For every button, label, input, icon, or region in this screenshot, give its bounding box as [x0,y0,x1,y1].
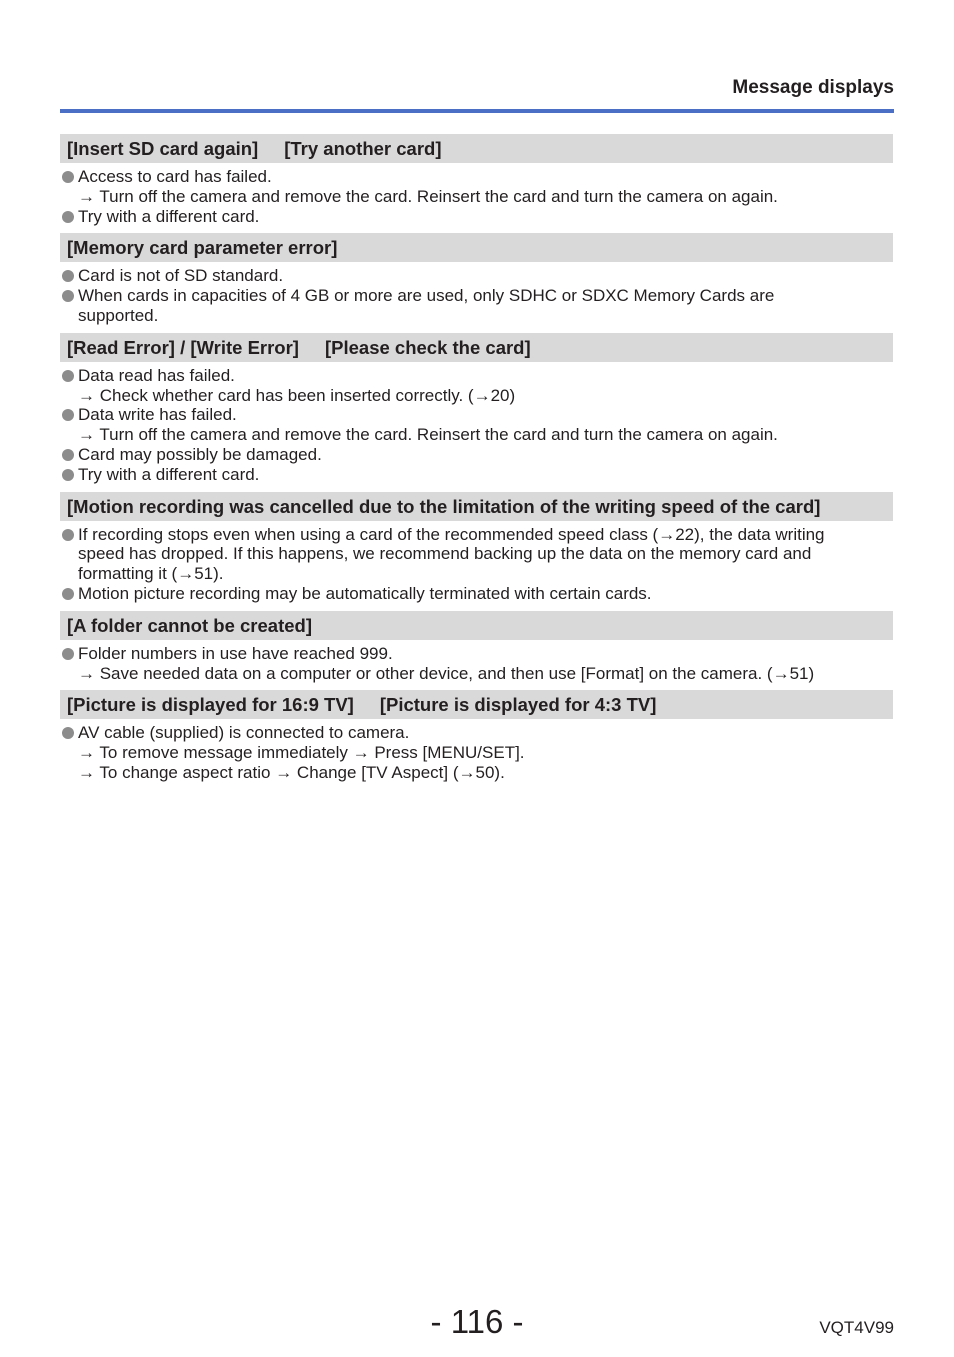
bullet-icon [62,529,74,541]
bullet-icon [62,370,74,382]
list-item: → Turn off the camera and remove the card. Reinsert the card and turn the camera on again. [78,186,778,206]
list-item: speed has dropped. If this happens, we recommend backing up the data on the memory card and [78,544,812,564]
list-item: If recording stops even when using a card of the recommended speed class (→22), the data writing [60,525,893,545]
heading-part: [Read Error] / [Write Error] [67,336,299,358]
heading-part: [Memory card parameter error] [67,237,338,259]
header-rule [60,109,894,113]
section-heading [60,690,893,719]
heading-part: [Picture is displayed for 4:3 TV] [379,694,657,716]
list-item: Try with a different card. [60,465,893,485]
section-heading [60,333,893,362]
list-item: → To remove message immediately → Press [MENU/SET]. [78,743,525,763]
list-item: → Save needed data on a computer or other device, and then use [Format] on the camera. (→51) [78,663,815,683]
section-folder-cannot-be-created [60,611,893,684]
list-item: → Check whether card has been inserted correctly. (→20) [78,385,516,405]
heading-part: [A folder cannot be created] [67,614,312,636]
section-read-write-error [60,333,893,485]
list-item: Motion picture recording may be automatically terminated with certain cards. [60,584,893,604]
list-item: → To change aspect ratio → Change [TV Aspect] (→50). [78,762,505,782]
list-item: → Turn off the camera and remove the card. Reinsert the card and turn the camera on again. [78,425,778,445]
heading-part: [Please check the card] [324,336,531,358]
heading-part: [Try another card] [284,138,442,159]
section-heading [60,611,893,640]
section-memory-card-parameter [60,233,893,325]
document-code: VQT4V99 [819,1318,894,1337]
list-item: Data write has failed. [60,405,893,425]
section-heading [60,134,893,163]
list-item: Data read has failed. [60,366,893,386]
section-heading [60,233,893,262]
bullet-icon [62,290,74,302]
list-item: AV cable (supplied) is connected to camera. [60,723,893,743]
header-title: Message displays [732,77,894,98]
section-insert-sd-card [60,134,893,226]
bullet-icon [62,270,74,282]
bullet-icon [62,171,74,183]
list-item: supported. [78,305,159,325]
list-item: Card is not of SD standard. [60,266,893,286]
bullet-icon [62,469,74,481]
list-item: When cards in capacities of 4 GB or more are used, only SDHC or SDXC Memory Cards are [60,286,893,306]
section-picture-displayed-tv [60,690,893,782]
section-motion-recording-cancelled [60,492,893,604]
list-item: Folder numbers in use have reached 999. [60,644,893,664]
content [60,134,893,790]
bullet-icon [62,648,74,660]
list-item: formatting it (→51). [78,564,224,584]
bullet-icon [62,409,74,421]
bullet-icon [62,211,74,223]
list-item: Access to card has failed. [60,167,893,187]
heading-part: [Insert SD card again] [67,138,259,159]
bullet-icon [62,727,74,739]
page-number: - 116 - [430,1303,524,1340]
section-heading [60,492,893,521]
bullet-icon [62,588,74,600]
list-item: Card may possibly be damaged. [60,445,893,465]
list-item: Try with a different card. [60,207,893,227]
heading-part: [Picture is displayed for 16:9 TV] [67,694,354,716]
heading-part: [Motion recording was cancelled due to the limitation of the writing speed of the card] [67,495,821,517]
bullet-icon [62,449,74,461]
